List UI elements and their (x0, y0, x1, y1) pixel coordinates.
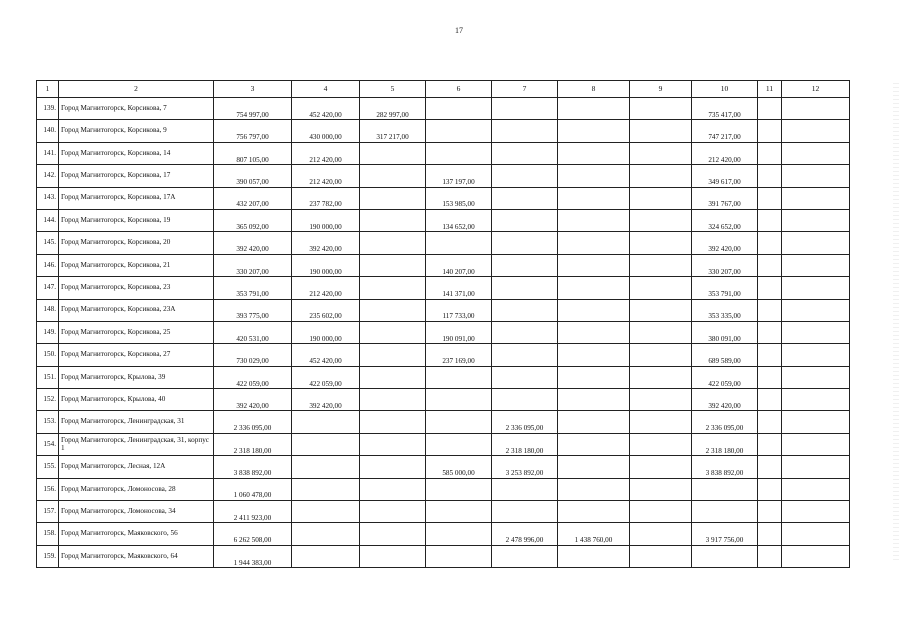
amount-cell-6: 237 169,00 (426, 344, 492, 366)
amount-cell-5: 282 997,00 (360, 98, 426, 120)
table-row (37, 120, 850, 142)
amount-cell-8 (558, 277, 630, 299)
table-row (37, 456, 850, 478)
amount-cell-6: 117 733,00 (426, 299, 492, 321)
amount-cell-5 (360, 254, 426, 276)
amount-cell-8 (558, 478, 630, 500)
row-number-cell: 143. (37, 187, 59, 209)
address-cell: Город Магнитогорск, Корсикова, 17 (59, 165, 214, 187)
amount-cell-9 (630, 545, 692, 567)
amount-cell-10: 392 420,00 (692, 232, 758, 254)
row-number-cell: 150. (37, 344, 59, 366)
amount-cell-3: 807 105,00 (214, 142, 292, 164)
amount-cell-4: 452 420,00 (292, 98, 360, 120)
row-number-cell: 159. (37, 545, 59, 567)
amount-cell-9 (630, 321, 692, 343)
amount-cell-12 (782, 389, 850, 411)
amount-cell-6 (426, 501, 492, 523)
amount-cell-6 (426, 98, 492, 120)
amount-cell-8 (558, 545, 630, 567)
amount-cell-12 (782, 142, 850, 164)
amount-cell-7 (492, 478, 558, 500)
header-row (37, 81, 850, 98)
amount-cell-4: 190 000,00 (292, 254, 360, 276)
column-header-6: 6 (426, 81, 492, 98)
amount-cell-10: 330 207,00 (692, 254, 758, 276)
amount-cell-8 (558, 321, 630, 343)
amount-cell-11 (758, 254, 782, 276)
amount-cell-8 (558, 433, 630, 455)
amount-cell-7 (492, 142, 558, 164)
amount-cell-8 (558, 501, 630, 523)
table-row (37, 433, 850, 455)
amount-cell-11 (758, 187, 782, 209)
amount-cell-3: 2 336 095,00 (214, 411, 292, 433)
amount-cell-11 (758, 299, 782, 321)
amount-cell-3: 420 531,00 (214, 321, 292, 343)
amount-cell-6 (426, 545, 492, 567)
amount-cell-7: 3 253 892,00 (492, 456, 558, 478)
amount-cell-6: 190 091,00 (426, 321, 492, 343)
amount-cell-10: 3 917 756,00 (692, 523, 758, 545)
amount-cell-5 (360, 187, 426, 209)
amount-cell-9 (630, 209, 692, 231)
amount-cell-11 (758, 433, 782, 455)
amount-cell-7 (492, 545, 558, 567)
table-body (37, 98, 850, 568)
amount-cell-7 (492, 299, 558, 321)
amount-cell-4: 422 059,00 (292, 366, 360, 388)
amount-cell-10: 349 617,00 (692, 165, 758, 187)
column-header-3: 3 (214, 81, 292, 98)
amount-cell-8 (558, 366, 630, 388)
row-number-cell: 152. (37, 389, 59, 411)
amount-cell-11 (758, 209, 782, 231)
amount-cell-7 (492, 98, 558, 120)
amount-cell-9 (630, 187, 692, 209)
table-row (37, 165, 850, 187)
address-cell: Город Магнитогорск, Корсикова, 17А (59, 187, 214, 209)
amount-cell-5 (360, 232, 426, 254)
amount-cell-3: 6 262 508,00 (214, 523, 292, 545)
table-row (37, 321, 850, 343)
amount-cell-5 (360, 277, 426, 299)
amount-cell-5 (360, 523, 426, 545)
amount-cell-5 (360, 299, 426, 321)
amount-cell-4 (292, 456, 360, 478)
row-number-cell: 151. (37, 366, 59, 388)
amount-cell-4 (292, 478, 360, 500)
row-number-cell: 142. (37, 165, 59, 187)
amount-cell-5 (360, 389, 426, 411)
amount-cell-6 (426, 142, 492, 164)
amount-cell-9 (630, 277, 692, 299)
amount-cell-9 (630, 456, 692, 478)
amount-cell-10: 2 318 180,00 (692, 433, 758, 455)
amount-cell-12 (782, 344, 850, 366)
amount-cell-4: 212 420,00 (292, 142, 360, 164)
amount-cell-4: 452 420,00 (292, 344, 360, 366)
row-number-cell: 155. (37, 456, 59, 478)
table-row (37, 411, 850, 433)
amount-cell-11 (758, 411, 782, 433)
amount-cell-6 (426, 366, 492, 388)
amount-cell-8 (558, 187, 630, 209)
amount-cell-6: 153 985,00 (426, 187, 492, 209)
row-number-cell: 139. (37, 98, 59, 120)
amount-cell-7: 2 336 095,00 (492, 411, 558, 433)
amount-cell-4 (292, 545, 360, 567)
scan-margin-artifact (893, 80, 899, 560)
amount-cell-12 (782, 411, 850, 433)
amount-cell-12 (782, 456, 850, 478)
address-cell: Город Магнитогорск, Лесная, 12А (59, 456, 214, 478)
amount-cell-4: 212 420,00 (292, 277, 360, 299)
column-header-11: 11 (758, 81, 782, 98)
amount-cell-3: 1 944 383,00 (214, 545, 292, 567)
amount-cell-12 (782, 209, 850, 231)
amount-cell-8 (558, 254, 630, 276)
column-header-8: 8 (558, 81, 630, 98)
table-row (37, 142, 850, 164)
table-row (37, 299, 850, 321)
amount-cell-10: 380 091,00 (692, 321, 758, 343)
amount-cell-3: 432 207,00 (214, 187, 292, 209)
amount-cell-3: 353 791,00 (214, 277, 292, 299)
column-header-12: 12 (782, 81, 850, 98)
amount-cell-9 (630, 98, 692, 120)
amount-cell-10: 735 417,00 (692, 98, 758, 120)
amount-cell-7 (492, 165, 558, 187)
table-row (37, 344, 850, 366)
amount-cell-4: 392 420,00 (292, 232, 360, 254)
amount-cell-11 (758, 277, 782, 299)
amount-cell-6 (426, 411, 492, 433)
address-cell: Город Магнитогорск, Корсикова, 19 (59, 209, 214, 231)
amount-cell-6: 140 207,00 (426, 254, 492, 276)
amount-cell-11 (758, 523, 782, 545)
amount-cell-6: 141 371,00 (426, 277, 492, 299)
amount-cell-11 (758, 321, 782, 343)
table-row (37, 277, 850, 299)
amount-cell-9 (630, 344, 692, 366)
row-number-cell: 148. (37, 299, 59, 321)
table-row (37, 501, 850, 523)
row-number-cell: 144. (37, 209, 59, 231)
amount-cell-8 (558, 142, 630, 164)
amount-cell-12 (782, 254, 850, 276)
amount-cell-6 (426, 433, 492, 455)
column-header-4: 4 (292, 81, 360, 98)
amount-cell-4: 235 602,00 (292, 299, 360, 321)
amount-cell-12 (782, 321, 850, 343)
amount-cell-7 (492, 501, 558, 523)
amount-cell-11 (758, 232, 782, 254)
amount-cell-8 (558, 344, 630, 366)
amount-cell-9 (630, 165, 692, 187)
amount-cell-5: 317 217,00 (360, 120, 426, 142)
amount-cell-12 (782, 277, 850, 299)
amount-cell-12 (782, 523, 850, 545)
amount-cell-9 (630, 523, 692, 545)
amount-cell-11 (758, 389, 782, 411)
amount-cell-3: 365 092,00 (214, 209, 292, 231)
amount-cell-4 (292, 523, 360, 545)
amount-cell-6: 137 197,00 (426, 165, 492, 187)
amount-cell-4: 430 000,00 (292, 120, 360, 142)
amount-cell-10: 353 335,00 (692, 299, 758, 321)
amount-cell-12 (782, 366, 850, 388)
amount-cell-3: 330 207,00 (214, 254, 292, 276)
amount-cell-7 (492, 209, 558, 231)
amount-cell-5 (360, 142, 426, 164)
address-cell: Город Магнитогорск, Корсикова, 21 (59, 254, 214, 276)
column-header-7: 7 (492, 81, 558, 98)
amount-cell-12 (782, 501, 850, 523)
amount-cell-10: 212 420,00 (692, 142, 758, 164)
amount-cell-3: 756 797,00 (214, 120, 292, 142)
address-cell: Город Магнитогорск, Ломоносова, 28 (59, 478, 214, 500)
amount-cell-9 (630, 501, 692, 523)
amount-cell-12 (782, 98, 850, 120)
amount-cell-7 (492, 389, 558, 411)
amount-cell-8 (558, 389, 630, 411)
amount-cell-5 (360, 165, 426, 187)
amount-cell-8: 1 438 760,00 (558, 523, 630, 545)
amount-cell-3: 1 060 478,00 (214, 478, 292, 500)
amount-cell-3: 730 029,00 (214, 344, 292, 366)
amount-cell-5 (360, 545, 426, 567)
amount-cell-5 (360, 411, 426, 433)
amount-cell-5 (360, 433, 426, 455)
amount-cell-3: 393 775,00 (214, 299, 292, 321)
amount-cell-7 (492, 254, 558, 276)
table-row (37, 98, 850, 120)
address-cell: Город Магнитогорск, Корсикова, 9 (59, 120, 214, 142)
amount-cell-7 (492, 321, 558, 343)
row-number-cell: 154. (37, 433, 59, 455)
amount-cell-9 (630, 254, 692, 276)
amount-cell-4: 190 000,00 (292, 209, 360, 231)
address-cell: Город Магнитогорск, Корсикова, 23 (59, 277, 214, 299)
amount-cell-11 (758, 501, 782, 523)
amount-cell-5 (360, 344, 426, 366)
amount-cell-8 (558, 120, 630, 142)
amount-cell-11 (758, 98, 782, 120)
amount-cell-4 (292, 411, 360, 433)
address-cell: Город Магнитогорск, Корсикова, 27 (59, 344, 214, 366)
row-number-cell: 149. (37, 321, 59, 343)
amount-cell-10: 391 767,00 (692, 187, 758, 209)
row-number-cell: 156. (37, 478, 59, 500)
amount-cell-5 (360, 456, 426, 478)
address-cell: Город Магнитогорск, Маяковского, 56 (59, 523, 214, 545)
row-number-cell: 158. (37, 523, 59, 545)
row-number-cell: 146. (37, 254, 59, 276)
address-cell: Город Магнитогорск, Ломоносова, 34 (59, 501, 214, 523)
row-number-cell: 147. (37, 277, 59, 299)
amount-cell-9 (630, 411, 692, 433)
amount-cell-10 (692, 545, 758, 567)
amount-cell-3: 392 420,00 (214, 232, 292, 254)
amount-cell-5 (360, 478, 426, 500)
amount-cell-11 (758, 545, 782, 567)
amount-cell-12 (782, 120, 850, 142)
address-cell: Город Магнитогорск, Корсикова, 25 (59, 321, 214, 343)
amount-cell-7: 2 478 996,00 (492, 523, 558, 545)
amount-cell-3: 2 411 923,00 (214, 501, 292, 523)
address-cell: Город Магнитогорск, Корсикова, 20 (59, 232, 214, 254)
column-header-1: 1 (37, 81, 59, 98)
amount-cell-4: 212 420,00 (292, 165, 360, 187)
table-row (37, 232, 850, 254)
amount-cell-8 (558, 98, 630, 120)
row-number-cell: 145. (37, 232, 59, 254)
amount-cell-11 (758, 165, 782, 187)
amount-cell-8 (558, 456, 630, 478)
amount-cell-7 (492, 120, 558, 142)
amount-cell-3: 390 057,00 (214, 165, 292, 187)
amount-cell-6 (426, 232, 492, 254)
amount-cell-3: 392 420,00 (214, 389, 292, 411)
amount-cell-7 (492, 344, 558, 366)
register-table (36, 80, 850, 568)
amount-cell-9 (630, 478, 692, 500)
address-cell: Город Магнитогорск, Ленинградская, 31 (59, 411, 214, 433)
column-header-9: 9 (630, 81, 692, 98)
amount-cell-4 (292, 433, 360, 455)
address-cell: Город Магнитогорск, Корсикова, 7 (59, 98, 214, 120)
amount-cell-9 (630, 120, 692, 142)
amount-cell-6 (426, 478, 492, 500)
amount-cell-8 (558, 411, 630, 433)
table-row (37, 187, 850, 209)
amount-cell-10: 747 217,00 (692, 120, 758, 142)
amount-cell-10: 392 420,00 (692, 389, 758, 411)
amount-cell-4: 237 782,00 (292, 187, 360, 209)
amount-cell-12 (782, 232, 850, 254)
table-row (37, 389, 850, 411)
amount-cell-11 (758, 142, 782, 164)
amount-cell-6 (426, 389, 492, 411)
amount-cell-10: 2 336 095,00 (692, 411, 758, 433)
address-cell: Город Магнитогорск, Крылова, 40 (59, 389, 214, 411)
amount-cell-3: 754 997,00 (214, 98, 292, 120)
amount-cell-10: 689 589,00 (692, 344, 758, 366)
amount-cell-11 (758, 366, 782, 388)
amount-cell-8 (558, 232, 630, 254)
amount-cell-7: 2 318 180,00 (492, 433, 558, 455)
amount-cell-11 (758, 456, 782, 478)
amount-cell-8 (558, 165, 630, 187)
amount-cell-8 (558, 209, 630, 231)
amount-cell-12 (782, 299, 850, 321)
amount-cell-6: 585 000,00 (426, 456, 492, 478)
amount-cell-9 (630, 142, 692, 164)
amount-cell-12 (782, 187, 850, 209)
amount-cell-5 (360, 366, 426, 388)
amount-cell-5 (360, 209, 426, 231)
row-number-cell: 140. (37, 120, 59, 142)
amount-cell-3: 422 059,00 (214, 366, 292, 388)
row-number-cell: 157. (37, 501, 59, 523)
amount-cell-5 (360, 501, 426, 523)
column-header-10: 10 (692, 81, 758, 98)
amount-cell-11 (758, 344, 782, 366)
amount-cell-7 (492, 232, 558, 254)
address-cell: Город Магнитогорск, Корсикова, 23А (59, 299, 214, 321)
amount-cell-7 (492, 277, 558, 299)
address-cell: Город Магнитогорск, Корсикова, 14 (59, 142, 214, 164)
amount-cell-10: 422 059,00 (692, 366, 758, 388)
amount-cell-9 (630, 232, 692, 254)
amount-cell-10 (692, 501, 758, 523)
row-number-cell: 141. (37, 142, 59, 164)
column-header-2: 2 (59, 81, 214, 98)
amount-cell-12 (782, 545, 850, 567)
amount-cell-12 (782, 478, 850, 500)
amount-cell-5 (360, 321, 426, 343)
table-row (37, 545, 850, 567)
amount-cell-6 (426, 120, 492, 142)
table-row (37, 209, 850, 231)
amount-cell-10: 324 652,00 (692, 209, 758, 231)
amount-cell-3: 2 318 180,00 (214, 433, 292, 455)
amount-cell-7 (492, 366, 558, 388)
amount-cell-3: 3 838 892,00 (214, 456, 292, 478)
amount-cell-11 (758, 478, 782, 500)
table-row (37, 254, 850, 276)
column-header-5: 5 (360, 81, 426, 98)
address-cell: Город Магнитогорск, Ленинградская, 31, корпус 1 (59, 433, 214, 455)
page-number: 17 (455, 26, 463, 35)
amount-cell-6: 134 652,00 (426, 209, 492, 231)
amount-cell-6 (426, 523, 492, 545)
amount-cell-9 (630, 433, 692, 455)
amount-cell-4: 190 000,00 (292, 321, 360, 343)
amount-cell-4: 392 420,00 (292, 389, 360, 411)
address-cell: Город Магнитогорск, Крылова, 39 (59, 366, 214, 388)
amount-cell-8 (558, 299, 630, 321)
amount-cell-9 (630, 366, 692, 388)
amount-cell-12 (782, 433, 850, 455)
address-cell: Город Магнитогорск, Маяковского, 64 (59, 545, 214, 567)
amount-cell-10: 353 791,00 (692, 277, 758, 299)
amount-cell-12 (782, 165, 850, 187)
amount-cell-10 (692, 478, 758, 500)
table-row (37, 366, 850, 388)
row-number-cell: 153. (37, 411, 59, 433)
table-row (37, 523, 850, 545)
amount-cell-11 (758, 120, 782, 142)
amount-cell-7 (492, 187, 558, 209)
amount-cell-9 (630, 299, 692, 321)
amount-cell-10: 3 838 892,00 (692, 456, 758, 478)
amount-cell-9 (630, 389, 692, 411)
amount-cell-4 (292, 501, 360, 523)
table-row (37, 478, 850, 500)
